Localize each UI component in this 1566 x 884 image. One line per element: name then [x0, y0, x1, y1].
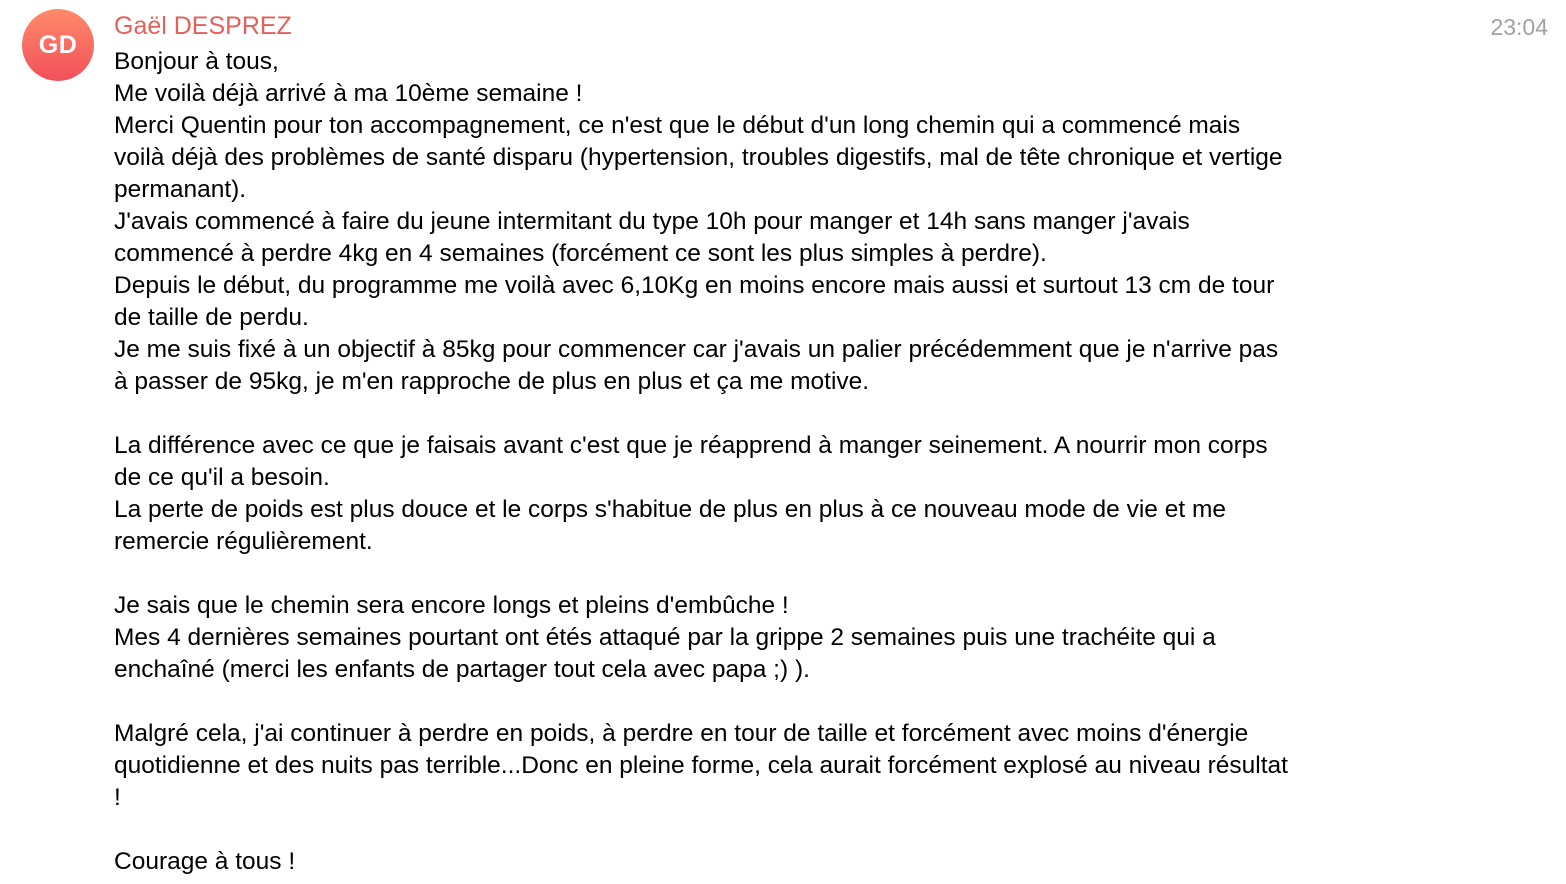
message-blank-line [114, 398, 1434, 430]
message-blank-line [114, 686, 1434, 718]
message-line: Depuis le début, du programme me voilà avec 6,10Kg en moins encore mais aussi et surtout 13 cm de tour [114, 272, 1275, 299]
message-line: commencé à perdre 4kg en 4 semaines (forcément ce sont les plus simples à perdre). [114, 240, 1047, 267]
message-line: Je sais que le chemin sera encore longs et pleins d'embûche ! [114, 592, 789, 619]
message-line: remercie régulièrement. [114, 528, 373, 555]
message-line: ! [114, 784, 121, 811]
avatar-initials: GD [38, 30, 78, 59]
message-line: permanant). [114, 176, 247, 203]
message-line: La perte de poids est plus douce et le corps s'habitue de plus en plus à ce nouveau mode de vie et me [114, 496, 1226, 523]
message-line: de taille de perdu. [114, 304, 309, 331]
message-line: Me voilà déjà arrivé à ma 10ème semaine ! [114, 80, 583, 107]
sender-name[interactable]: Gaël DESPREZ [114, 12, 292, 40]
message-line: J'avais commencé à faire du jeune intermitant du type 10h pour manger et 14h sans manger j'avais [114, 208, 1190, 235]
message-line: Bonjour à tous, [114, 48, 279, 75]
message-body [114, 46, 1434, 878]
message-line: Malgré cela, j'ai continuer à perdre en poids, à perdre en tour de taille et forcément avec moins d'énergie [114, 720, 1249, 747]
message-blank-line [114, 814, 1434, 846]
avatar[interactable] [22, 9, 94, 81]
message-line: Courage à tous ! [114, 848, 296, 875]
message-line: enchaîné (merci les enfants de partager tout cela avec papa ;) ). [114, 656, 810, 683]
message-line: quotidienne et des nuits pas terrible...Donc en pleine forme, cela aurait forcément explosé au niveau résultat [114, 752, 1288, 779]
message-line: de ce qu'il a besoin. [114, 464, 330, 491]
message-blank-line [114, 558, 1434, 590]
message-line: voilà déjà des problèmes de santé disparu (hypertension, troubles digestifs, mal de tête chronique et vertige [114, 144, 1283, 171]
message-line: à passer de 95kg, je m'en rapproche de plus en plus et ça me motive. [114, 368, 870, 395]
message-timestamp: 23:04 [1490, 14, 1548, 40]
message-line: Mes 4 dernières semaines pourtant ont étés attaqué par la grippe 2 semaines puis une trachéite qui a [114, 624, 1216, 651]
message-line: La différence avec ce que je faisais avant c'est que je réapprend à manger seinement. A nourrir mon corps [114, 432, 1268, 459]
message-line: Je me suis fixé à un objectif à 85kg pour commencer car j'avais un palier précédemment que je n'arrive pas [114, 336, 1279, 363]
message-line: Merci Quentin pour ton accompagnement, ce n'est que le début d'un long chemin qui a commencé mais [114, 112, 1241, 139]
